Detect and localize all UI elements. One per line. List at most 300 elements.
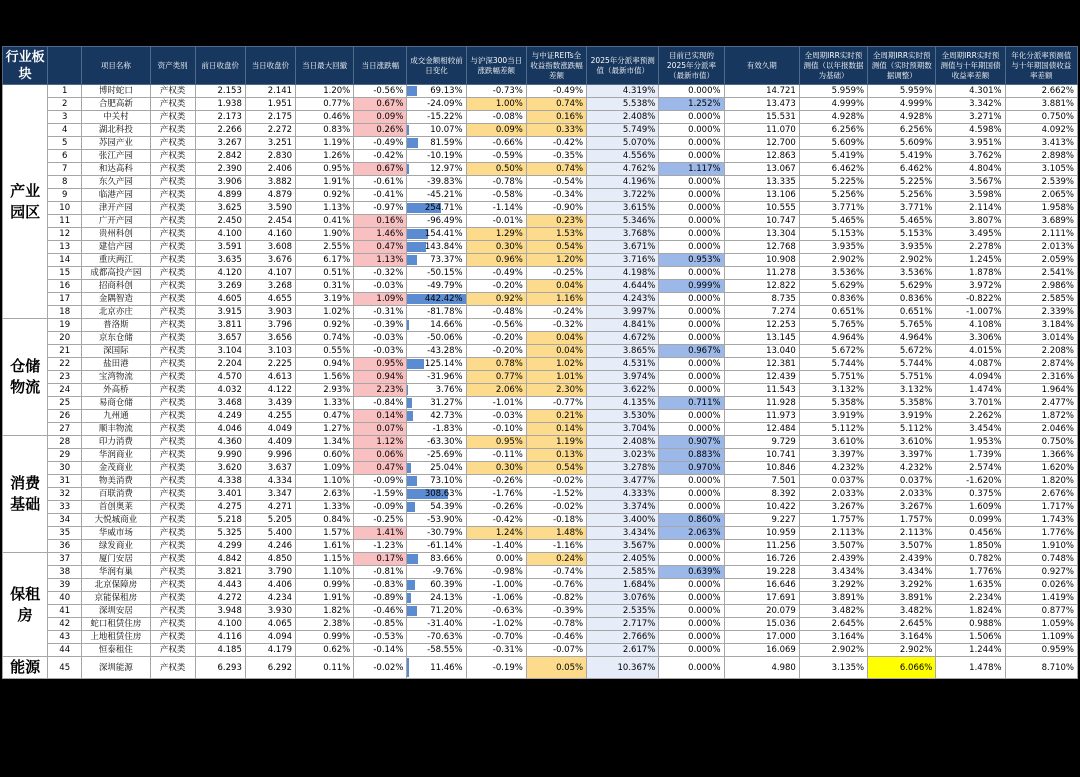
cell-dist-realized: 0.000% [659,111,724,124]
cell-row-index: 19 [48,319,82,332]
cell-duration: 10.908 [724,254,799,267]
cell-close: 1.951 [245,98,295,111]
cell-asset-type: 产权类 [150,98,195,111]
cell-vs-hs300: -0.31% [466,644,526,657]
cell-project-name: 金隅智造 [82,293,150,306]
cell-duration: 10.846 [724,462,799,475]
cell-irr-realtime: 3.397% [868,449,936,462]
cell-project-name: 和达高科 [82,163,150,176]
cell-dist-forecast: 3.622% [587,384,659,397]
cell-close: 4.879 [245,189,295,202]
cell-irr-spread: 1.244% [936,644,1005,657]
table-row [3,644,1078,657]
volume-change-bar [407,463,410,473]
sector-label: 产业园区 [3,85,48,319]
cell-dist-forecast: 3.671% [587,241,659,254]
cell-row-index: 15 [48,267,82,280]
cell-change: -0.31% [354,306,407,319]
cell-close: 4.655 [245,293,295,306]
cell-irr-spread: 1.478% [936,657,1005,679]
volume-change-value: -1.83% [432,424,463,434]
cell-dist-forecast: 5.538% [587,98,659,111]
cell-vs-reits-index: -0.90% [526,202,586,215]
cell-close: 4.409 [245,436,295,449]
cell-change: 0.47% [354,241,407,254]
cell-project-name: 招商科创 [82,280,150,293]
cell-max-drawdown: 0.77% [296,98,354,111]
cell-volume-change [407,358,466,371]
cell-irr-spread: -1.007% [936,306,1005,319]
cell-dist-realized: 0.860% [659,514,724,527]
cell-dist-realized: 0.000% [659,306,724,319]
cell-prev-close: 2.173 [195,111,245,124]
cell-irr-realtime: 3.267% [868,501,936,514]
cell-irr-realtime: 4.964% [868,332,936,345]
cell-duration: 15.036 [724,618,799,631]
cell-close: 4.246 [245,540,295,553]
cell-prev-close: 6.293 [195,657,245,679]
cell-dist-spread: 2.046% [1005,423,1077,436]
cell-dist-realized: 0.639% [659,566,724,579]
cell-asset-type: 产权类 [150,345,195,358]
cell-change: 0.95% [354,358,407,371]
table-row [3,98,1078,111]
cell-max-drawdown: 0.60% [296,449,354,462]
cell-row-index: 24 [48,384,82,397]
volume-change-value: -81.78% [427,307,463,317]
volume-change-value: 12.97% [430,164,463,174]
cell-change: -0.42% [354,150,407,163]
cell-duration: 11.928 [724,397,799,410]
cell-prev-close: 4.185 [195,644,245,657]
cell-project-name: 百联消费 [82,488,150,501]
table-row [3,202,1078,215]
cell-max-drawdown: 3.19% [296,293,354,306]
cell-vs-hs300: -0.48% [466,306,526,319]
cell-irr-realtime: 5.153% [868,228,936,241]
cell-change: -0.09% [354,475,407,488]
cell-irr-spread: 4.087% [936,358,1005,371]
cell-row-index: 25 [48,397,82,410]
cell-vs-hs300: -1.76% [466,488,526,501]
cell-duration: 16.646 [724,579,799,592]
cell-prev-close: 9.990 [195,449,245,462]
cell-duration: 12.700 [724,137,799,150]
cell-duration: 11.070 [724,124,799,137]
table-row [3,410,1078,423]
cell-dist-spread: 2.059% [1005,254,1077,267]
cell-row-index: 22 [48,358,82,371]
cell-row-index: 10 [48,202,82,215]
cell-vs-hs300: -0.73% [466,85,526,98]
cell-asset-type: 产权类 [150,423,195,436]
cell-dist-forecast: 4.672% [587,332,659,345]
cell-duration: 13.040 [724,345,799,358]
cell-irr-annual: 5.153% [799,228,867,241]
cell-irr-annual: 0.037% [799,475,867,488]
cell-dist-realized: 0.000% [659,241,724,254]
volume-change-bar [407,359,423,369]
cell-vs-reits-index: 1.16% [526,293,586,306]
cell-irr-realtime: 5.629% [868,280,936,293]
cell-max-drawdown: 0.84% [296,514,354,527]
table-row [3,540,1078,553]
cell-dist-forecast: 4.556% [587,150,659,163]
col-header-vs-hs300: 与沪深300当日涨跌幅差额 [466,47,526,85]
cell-dist-realized: 0.953% [659,254,724,267]
cell-irr-annual: 5.465% [799,215,867,228]
cell-dist-realized: 0.000% [659,618,724,631]
cell-vs-reits-index: -0.54% [526,176,586,189]
cell-close: 6.292 [245,657,295,679]
cell-max-drawdown: 1.27% [296,423,354,436]
volume-change-value: 81.59% [430,138,463,148]
cell-vs-reits-index: -0.18% [526,514,586,527]
cell-row-index: 5 [48,137,82,150]
volume-change-value: 14.66% [430,320,463,330]
col-header-project-name: 项目名称 [82,47,150,85]
cell-close: 4.065 [245,618,295,631]
cell-irr-realtime: 4.928% [868,111,936,124]
cell-max-drawdown: 0.92% [296,189,354,202]
cell-irr-spread: 4.015% [936,345,1005,358]
cell-duration: 19.228 [724,566,799,579]
cell-max-drawdown: 1.90% [296,228,354,241]
cell-duration: 10.422 [724,501,799,514]
cell-asset-type: 产权类 [150,215,195,228]
cell-irr-realtime: 3.292% [868,579,936,592]
cell-vs-hs300: -0.08% [466,111,526,124]
cell-volume-change [407,189,466,202]
cell-row-index: 20 [48,332,82,345]
cell-prev-close: 3.657 [195,332,245,345]
cell-asset-type: 产权类 [150,293,195,306]
cell-irr-realtime: 0.651% [868,306,936,319]
cell-dist-realized: 0.000% [659,215,724,228]
cell-prev-close: 4.116 [195,631,245,644]
cell-irr-realtime: 3.482% [868,605,936,618]
cell-vs-hs300: 0.09% [466,124,526,137]
cell-vs-hs300: -0.20% [466,280,526,293]
cell-irr-annual: 3.610% [799,436,867,449]
cell-project-name: 九州通 [82,410,150,423]
cell-irr-spread: 4.301% [936,85,1005,98]
table-row [3,228,1078,241]
cell-dist-spread: 1.776% [1005,527,1077,540]
cell-duration: 12.484 [724,423,799,436]
cell-row-index: 9 [48,189,82,202]
cell-project-name: 合肥高新 [82,98,150,111]
cell-vs-hs300: 2.06% [466,384,526,397]
cell-change: 0.94% [354,371,407,384]
table-row [3,137,1078,150]
cell-asset-type: 产权类 [150,176,195,189]
cell-irr-annual: 3.536% [799,267,867,280]
cell-max-drawdown: 0.11% [296,657,354,679]
cell-dist-forecast: 2.408% [587,436,659,449]
cell-vs-reits-index: 2.30% [526,384,586,397]
cell-irr-annual: 5.959% [799,85,867,98]
cell-irr-realtime: 6.066% [868,657,936,679]
table-row [3,566,1078,579]
cell-close: 4.160 [245,228,295,241]
cell-dist-forecast: 3.278% [587,462,659,475]
cell-dist-spread: 1.717% [1005,501,1077,514]
cell-prev-close: 3.635 [195,254,245,267]
cell-dist-forecast: 3.023% [587,449,659,462]
cell-irr-realtime: 2.113% [868,527,936,540]
cell-row-index: 33 [48,501,82,514]
cell-dist-realized: 0.000% [659,410,724,423]
cell-change: -0.41% [354,189,407,202]
cell-close: 3.347 [245,488,295,501]
cell-vs-reits-index: -1.52% [526,488,586,501]
cell-dist-forecast: 2.717% [587,618,659,631]
cell-prev-close: 2.842 [195,150,245,163]
cell-dist-spread: 1.366% [1005,449,1077,462]
cell-max-drawdown: 0.46% [296,111,354,124]
col-header-max-drawdown: 当日最大回撤 [296,47,354,85]
volume-change-value: 54.39% [430,502,463,512]
cell-project-name: 厦门安居 [82,553,150,566]
volume-change-value: -39.83% [427,177,463,187]
table-row [3,488,1078,501]
cell-dist-forecast: 4.196% [587,176,659,189]
cell-irr-spread: 1.953% [936,436,1005,449]
cell-volume-change [407,566,466,579]
cell-duration: 12.439 [724,371,799,384]
cell-row-index: 4 [48,124,82,137]
cell-irr-spread: 4.108% [936,319,1005,332]
cell-asset-type: 产权类 [150,644,195,657]
cell-duration: 11.278 [724,267,799,280]
cell-vs-hs300: -1.01% [466,397,526,410]
cell-vs-reits-index: 1.53% [526,228,586,241]
cell-asset-type: 产权类 [150,397,195,410]
cell-prev-close: 2.450 [195,215,245,228]
volume-change-value: 69.13% [430,86,463,96]
cell-dist-realized: 0.000% [659,124,724,137]
cell-dist-spread: 2.676% [1005,488,1077,501]
cell-change: 0.16% [354,215,407,228]
cell-irr-realtime: 5.225% [868,176,936,189]
cell-change: -1.59% [354,488,407,501]
cell-duration: 10.959 [724,527,799,540]
cell-irr-annual: 5.744% [799,358,867,371]
cell-project-name: 湖北科投 [82,124,150,137]
cell-max-drawdown: 0.99% [296,631,354,644]
cell-dist-realized: 1.252% [659,98,724,111]
cell-asset-type: 产权类 [150,163,195,176]
cell-irr-realtime: 3.536% [868,267,936,280]
cell-irr-realtime: 5.744% [868,358,936,371]
cell-asset-type: 产权类 [150,111,195,124]
cell-dist-forecast: 4.762% [587,163,659,176]
table-row [3,241,1078,254]
cell-irr-realtime: 0.836% [868,293,936,306]
cell-vs-reits-index: -0.46% [526,631,586,644]
cell-max-drawdown: 2.55% [296,241,354,254]
cell-dist-forecast: 4.135% [587,397,659,410]
cell-change: -0.03% [354,345,407,358]
table-row [3,280,1078,293]
cell-max-drawdown: 6.17% [296,254,354,267]
cell-dist-realized: 0.000% [659,150,724,163]
cell-row-index: 6 [48,150,82,163]
cell-project-name: 顺丰物流 [82,423,150,436]
cell-dist-spread: 3.689% [1005,215,1077,228]
reits-data-table [2,46,1078,679]
cell-vs-reits-index: -0.78% [526,618,586,631]
cell-close: 4.234 [245,592,295,605]
cell-irr-annual: 5.358% [799,397,867,410]
cell-row-index: 11 [48,215,82,228]
cell-duration: 13.106 [724,189,799,202]
cell-row-index: 44 [48,644,82,657]
cell-dist-spread: 1.820% [1005,475,1077,488]
volume-change-value: 42.73% [430,411,463,421]
cell-asset-type: 产权类 [150,527,195,540]
cell-duration: 10.747 [724,215,799,228]
cell-row-index: 13 [48,241,82,254]
cell-asset-type: 产权类 [150,449,195,462]
cell-vs-reits-index: 1.20% [526,254,586,267]
volume-change-value: -15.22% [427,112,463,122]
cell-change: 0.09% [354,111,407,124]
cell-volume-change [407,488,466,501]
table-row [3,397,1078,410]
cell-dist-spread: 8.710% [1005,657,1077,679]
cell-change: 1.09% [354,293,407,306]
cell-vs-reits-index: -0.32% [526,319,586,332]
table-row [3,176,1078,189]
cell-dist-spread: 1.910% [1005,540,1077,553]
cell-dist-forecast: 3.722% [587,189,659,202]
cell-irr-spread: 3.807% [936,215,1005,228]
cell-project-name: 上地租赁住房 [82,631,150,644]
cell-max-drawdown: 1.56% [296,371,354,384]
table-row [3,163,1078,176]
sector-label: 保租房 [3,553,48,657]
volume-change-bar [407,398,411,408]
cell-max-drawdown: 1.33% [296,397,354,410]
cell-change: -0.03% [354,280,407,293]
cell-duration: 11.256 [724,540,799,553]
cell-close: 3.103 [245,345,295,358]
cell-irr-annual: 3.935% [799,241,867,254]
cell-irr-realtime: 5.112% [868,423,936,436]
cell-irr-spread: -1.620% [936,475,1005,488]
cell-vs-hs300: 1.24% [466,527,526,540]
col-header-close: 当日收盘价 [245,47,295,85]
volume-change-value: 125.14% [424,359,463,369]
cell-project-name: 华润有巢 [82,566,150,579]
cell-change: -0.83% [354,579,407,592]
cell-irr-spread: 1.824% [936,605,1005,618]
cell-vs-reits-index: -0.39% [526,605,586,618]
cell-volume-change [407,319,466,332]
cell-irr-annual: 0.836% [799,293,867,306]
cell-irr-annual: 3.482% [799,605,867,618]
cell-vs-hs300: -0.26% [466,475,526,488]
cell-asset-type: 产权类 [150,488,195,501]
cell-duration: 12.822 [724,280,799,293]
cell-vs-reits-index: -0.77% [526,397,586,410]
cell-irr-realtime: 2.645% [868,618,936,631]
cell-irr-spread: 3.972% [936,280,1005,293]
cell-dist-forecast: 1.684% [587,579,659,592]
cell-volume-change [407,228,466,241]
cell-change: -0.46% [354,605,407,618]
table-row [3,475,1078,488]
cell-dist-spread: 1.419% [1005,592,1077,605]
table-row [3,267,1078,280]
cell-asset-type: 产权类 [150,332,195,345]
cell-irr-realtime: 5.765% [868,319,936,332]
cell-dist-spread: 1.958% [1005,202,1077,215]
cell-max-drawdown: 1.57% [296,527,354,540]
cell-duration: 14.721 [724,85,799,98]
cell-change: -0.53% [354,631,407,644]
cell-asset-type: 产权类 [150,605,195,618]
cell-dist-spread: 2.111% [1005,228,1077,241]
cell-prev-close: 5.325 [195,527,245,540]
cell-change: -0.85% [354,618,407,631]
table-row [3,293,1078,306]
cell-max-drawdown: 0.94% [296,358,354,371]
cell-project-name: 临港产园 [82,189,150,202]
cell-volume-change [407,202,466,215]
cell-change: -0.49% [354,137,407,150]
cell-prev-close: 2.204 [195,358,245,371]
table-row [3,631,1078,644]
cell-project-name: 绿发商业 [82,540,150,553]
cell-dist-realized: 1.117% [659,163,724,176]
cell-close: 3.882 [245,176,295,189]
cell-vs-reits-index: 1.48% [526,527,586,540]
cell-change: 1.12% [354,436,407,449]
cell-asset-type: 产权类 [150,358,195,371]
cell-project-name: 苏园产业 [82,137,150,150]
cell-dist-spread: 3.881% [1005,98,1077,111]
cell-asset-type: 产权类 [150,540,195,553]
cell-project-name: 深圳安居 [82,605,150,618]
cell-vs-reits-index: 0.04% [526,345,586,358]
volume-change-value: 73.10% [430,476,463,486]
cell-project-name: 宝湾物流 [82,371,150,384]
cell-irr-annual: 3.164% [799,631,867,644]
table-row [3,85,1078,98]
cell-vs-reits-index: 0.04% [526,280,586,293]
cell-irr-annual: 3.267% [799,501,867,514]
cell-duration: 20.079 [724,605,799,618]
cell-max-drawdown: 0.83% [296,124,354,137]
cell-dist-forecast: 4.333% [587,488,659,501]
cell-dist-spread: 0.959% [1005,644,1077,657]
cell-max-drawdown: 1.33% [296,501,354,514]
cell-row-index: 7 [48,163,82,176]
cell-dist-forecast: 4.243% [587,293,659,306]
cell-prev-close: 3.269 [195,280,245,293]
cell-change: -0.56% [354,85,407,98]
cell-vs-hs300: -0.56% [466,319,526,332]
cell-row-index: 2 [48,98,82,111]
cell-duration: 8.392 [724,488,799,501]
cell-dist-spread: 0.026% [1005,579,1077,592]
cell-dist-spread: 0.748% [1005,553,1077,566]
volume-change-value: -63.30% [427,437,463,447]
cell-dist-realized: 0.000% [659,332,724,345]
